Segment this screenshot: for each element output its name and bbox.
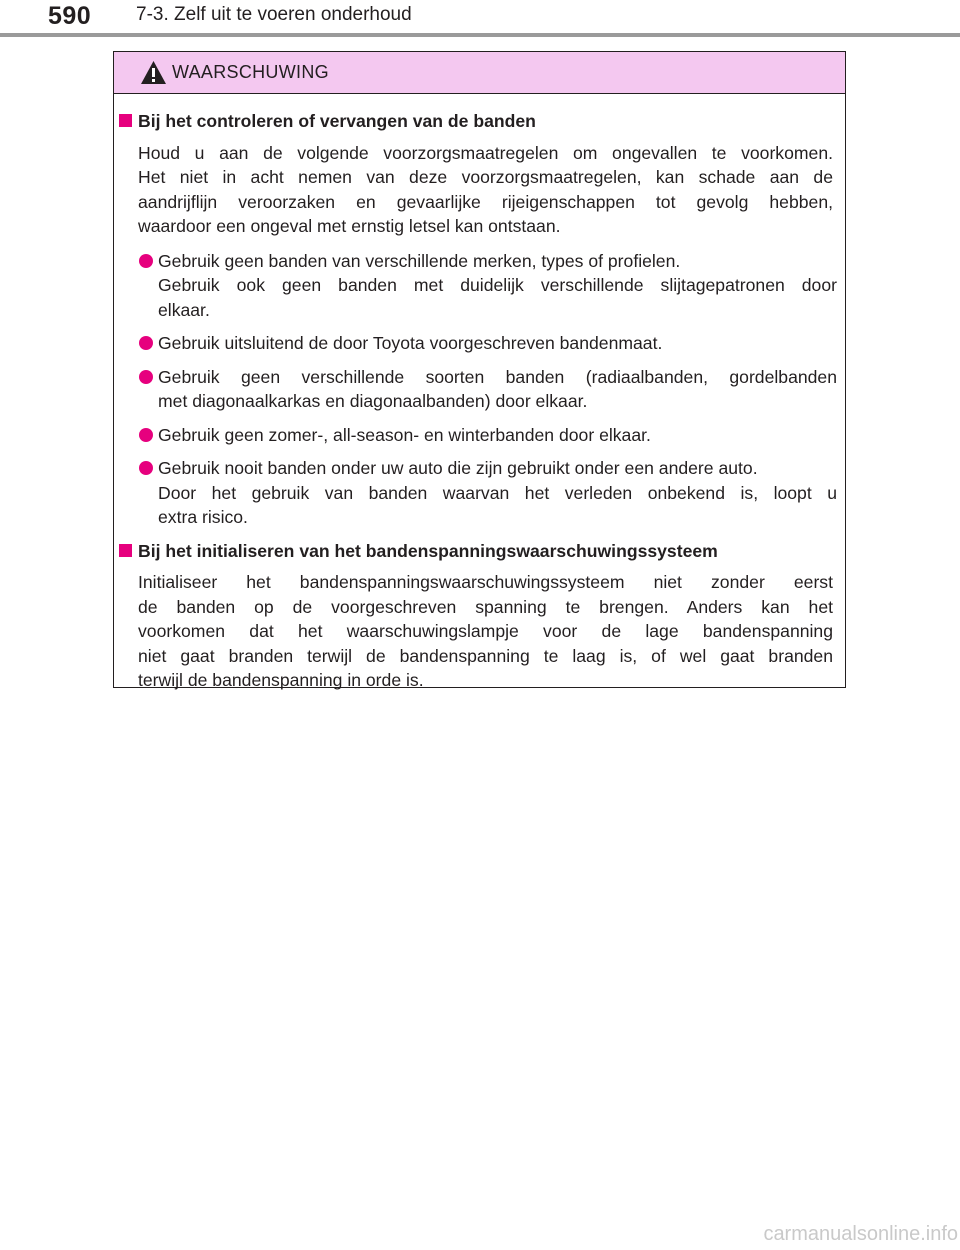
bullet-line: elkaar. [158,299,210,320]
section-heading [114,539,845,564]
warning-title: WAARSCHUWING [172,62,329,82]
paragraph-line: waardoor een ongeval met ernstig letsel kan ontstaan. [138,216,561,236]
section-title: 7-3. Zelf uit te voeren onderhoud [136,4,412,25]
round-bullet-icon [139,370,153,384]
paragraph-line: Houd u aan de volgende voorzorgsmaatregelen om ongevallen te voorkomen. [138,142,833,163]
bullet-line: Gebruik geen verschillende soorten banden (radiaalbanden, gordelbanden [158,366,837,387]
bullet-line: Gebruik ook geen banden met duidelijk verschillende slijtagepatronen door [158,275,837,295]
round-bullet-icon [139,336,153,350]
section-heading [114,109,845,134]
bullet-item [114,423,845,448]
section-heading-text: Bij het initialiseren van het bandenspanningswaarschuwingssysteem [138,540,718,561]
square-bullet-icon [119,544,132,557]
round-bullet-icon [139,461,153,475]
page-number: 590 [48,2,92,30]
bullet-item [114,456,845,530]
bullet-line: met diagonaalkarkas en diagonaalbanden) door elkaar. [158,391,588,411]
bullet-line: Gebruik nooit banden onder uw auto die zijn gebruikt onder een andere auto. [158,458,758,478]
paragraph-line: de banden op de voorgeschreven spanning te brengen. Anders kan het [138,596,833,617]
bullet-line: Gebruik geen zomer-, all-season- en winterbanden door elkaar. [158,424,651,445]
paragraph-line: Het niet in acht nemen van deze voorzorgsmaatregelen, kan schade aan de [138,167,833,187]
bullet-item [114,365,845,414]
paragraph-line: terwijl de bandenspanning in orde is. [138,670,424,690]
header-rule [0,33,960,37]
bullet-line: Door het gebruik van banden waarvan het verleden onbekend is, loopt u [158,482,837,503]
section-paragraph [114,141,845,239]
square-bullet-icon [119,114,132,127]
warning-content [114,109,845,703]
warning-triangle-icon [140,60,167,85]
bullet-item [114,249,845,323]
paragraph-line: niet gaat branden terwijl de bandenspanning te laag is, of wel gaat branden [138,645,833,666]
bullet-item [114,331,845,356]
paragraph-line: aandrijflijn veroorzaken en gevaarlijke rijeigenschappen tot gevolg hebben, [138,191,833,212]
page-header [0,0,960,40]
section-heading-text: Bij het controleren of vervangen van de banden [138,111,536,131]
round-bullet-icon [139,428,153,442]
paragraph-line: voorkomen dat het waarschuwingslampje voor de lage bandenspanning [138,621,833,641]
bullet-line: Gebruik uitsluitend de door Toyota voorgeschreven bandenmaat. [158,333,663,353]
section-paragraph [114,570,845,693]
paragraph-line: Initialiseer het bandenspanningswaarschuwingssysteem niet zonder eerst [138,572,833,592]
warning-header [114,52,845,94]
round-bullet-icon [139,254,153,268]
bullet-line: Gebruik geen banden van verschillende merken, types of profielen. [158,250,681,271]
bullet-line: extra risico. [158,507,248,527]
watermark: carmanualsonline.info [763,1223,958,1245]
warning-box [113,51,846,688]
